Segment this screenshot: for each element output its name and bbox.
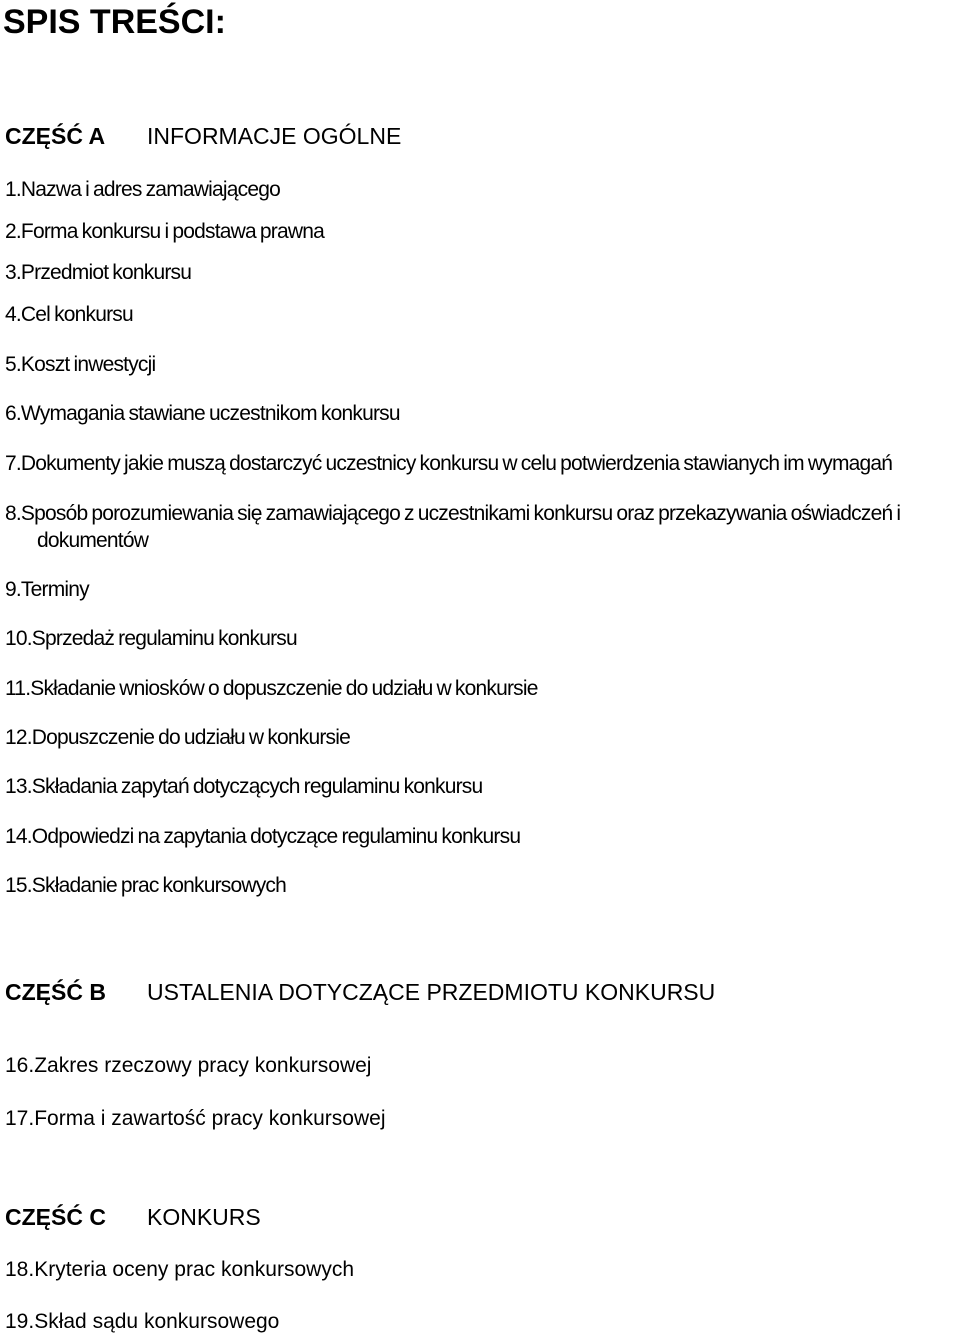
- toc-item-7: [5, 450, 960, 477]
- toc-item-text: Przedmiot konkursu: [20, 261, 192, 284]
- toc-item-19: [5, 1308, 960, 1335]
- toc-item-text: Składania zapytań dotyczących regulaminu konkursu: [31, 775, 483, 798]
- toc-item-10: [5, 625, 960, 652]
- part-b-header: [5, 978, 715, 1006]
- part-label: CZĘŚĆ B: [5, 979, 106, 1005]
- toc-item-6: [5, 400, 960, 427]
- toc-item-text: Forma i zawartość pracy konkursowej: [34, 1107, 386, 1130]
- toc-item-text: Sposób porozumiewania się zamawiającego z uczestnikami konkursu oraz przekazywania oświadczeń i dokumentów: [20, 502, 901, 552]
- page-title: SPIS TREŚCI:: [3, 3, 226, 41]
- part-title: USTALENIA DOTYCZĄCE PRZEDMIOTU KONKURSU: [147, 979, 716, 1005]
- toc-item-text: Forma konkursu i podstawa prawna: [20, 220, 324, 243]
- toc-item-number: 9.: [5, 578, 21, 601]
- toc-item-4: [5, 301, 960, 328]
- toc-item-9: [5, 576, 960, 603]
- toc-item-text: Cel konkursu: [20, 303, 133, 326]
- part-title: INFORMACJE OGÓLNE: [147, 123, 402, 149]
- toc-item-number: 14.: [5, 825, 32, 848]
- toc-item-8: [5, 500, 960, 554]
- toc-item-text: Skład sądu konkursowego: [34, 1310, 280, 1333]
- toc-item-text: Dopuszczenie do udziału w konkursie: [31, 726, 350, 749]
- toc-item-text: Zakres rzeczowy pracy konkursowej: [34, 1054, 372, 1077]
- toc-item-16: [5, 1052, 960, 1079]
- toc-item-number: 12.: [5, 726, 32, 749]
- part-c-header: [5, 1203, 261, 1231]
- toc-item-number: 13.: [5, 775, 32, 798]
- part-label: CZĘŚĆ C: [5, 1204, 106, 1230]
- toc-item-number: 17.: [5, 1107, 35, 1130]
- toc-item-number: 4.: [5, 303, 21, 326]
- toc-item-number: 16.: [5, 1054, 35, 1077]
- toc-item-number: 10.: [5, 627, 32, 650]
- toc-item-17: [5, 1105, 960, 1132]
- toc-item-12: [5, 724, 960, 751]
- toc-item-number: 1.: [5, 178, 21, 201]
- toc-item-text: Terminy: [20, 578, 89, 601]
- toc-item-number: 11.: [5, 677, 31, 700]
- toc-item-14: [5, 823, 960, 850]
- toc-item-number: 3.: [5, 261, 21, 284]
- toc-item-text: Koszt inwestycji: [20, 353, 156, 376]
- toc-item-18: [5, 1256, 960, 1283]
- toc-item-text: Wymagania stawiane uczestnikom konkursu: [20, 402, 400, 425]
- toc-item-number: 7.: [5, 452, 21, 475]
- toc-item-number: 19.: [5, 1310, 35, 1333]
- toc-item-number: 8.: [5, 502, 21, 525]
- toc-item-15: [5, 872, 960, 899]
- toc-item-number: 6.: [5, 402, 21, 425]
- toc-item-13: [5, 773, 960, 800]
- part-a-header: [5, 122, 401, 150]
- part-label: CZĘŚĆ A: [5, 123, 106, 149]
- toc-item-number: 2.: [5, 220, 21, 243]
- toc-item-text: Nazwa i adres zamawiającego: [20, 178, 280, 201]
- toc-item-text: Odpowiedzi na zapytania dotyczące regulaminu konkursu: [31, 825, 521, 848]
- toc-item-text: Składanie prac konkursowych: [31, 874, 287, 897]
- toc-item-number: 15.: [5, 874, 32, 897]
- toc-item-text: Składanie wniosków o dopuszczenie do udziału w konkursie: [30, 677, 538, 700]
- toc-item-11: [5, 675, 960, 702]
- toc-item-text: Sprzedaż regulaminu konkursu: [31, 627, 297, 650]
- toc-item-text: Kryteria oceny prac konkursowych: [34, 1258, 355, 1281]
- toc-item-number: 5.: [5, 353, 21, 376]
- part-title: KONKURS: [147, 1204, 261, 1230]
- toc-item-number: 18.: [5, 1258, 35, 1281]
- toc-item-2: [5, 218, 960, 245]
- toc-item-text: Dokumenty jakie muszą dostarczyć uczestnicy konkursu w celu potwierdzenia stawianych im wymagań: [20, 452, 893, 475]
- toc-item-5: [5, 351, 960, 378]
- toc-item-1: [5, 176, 960, 203]
- toc-item-3: [5, 259, 960, 286]
